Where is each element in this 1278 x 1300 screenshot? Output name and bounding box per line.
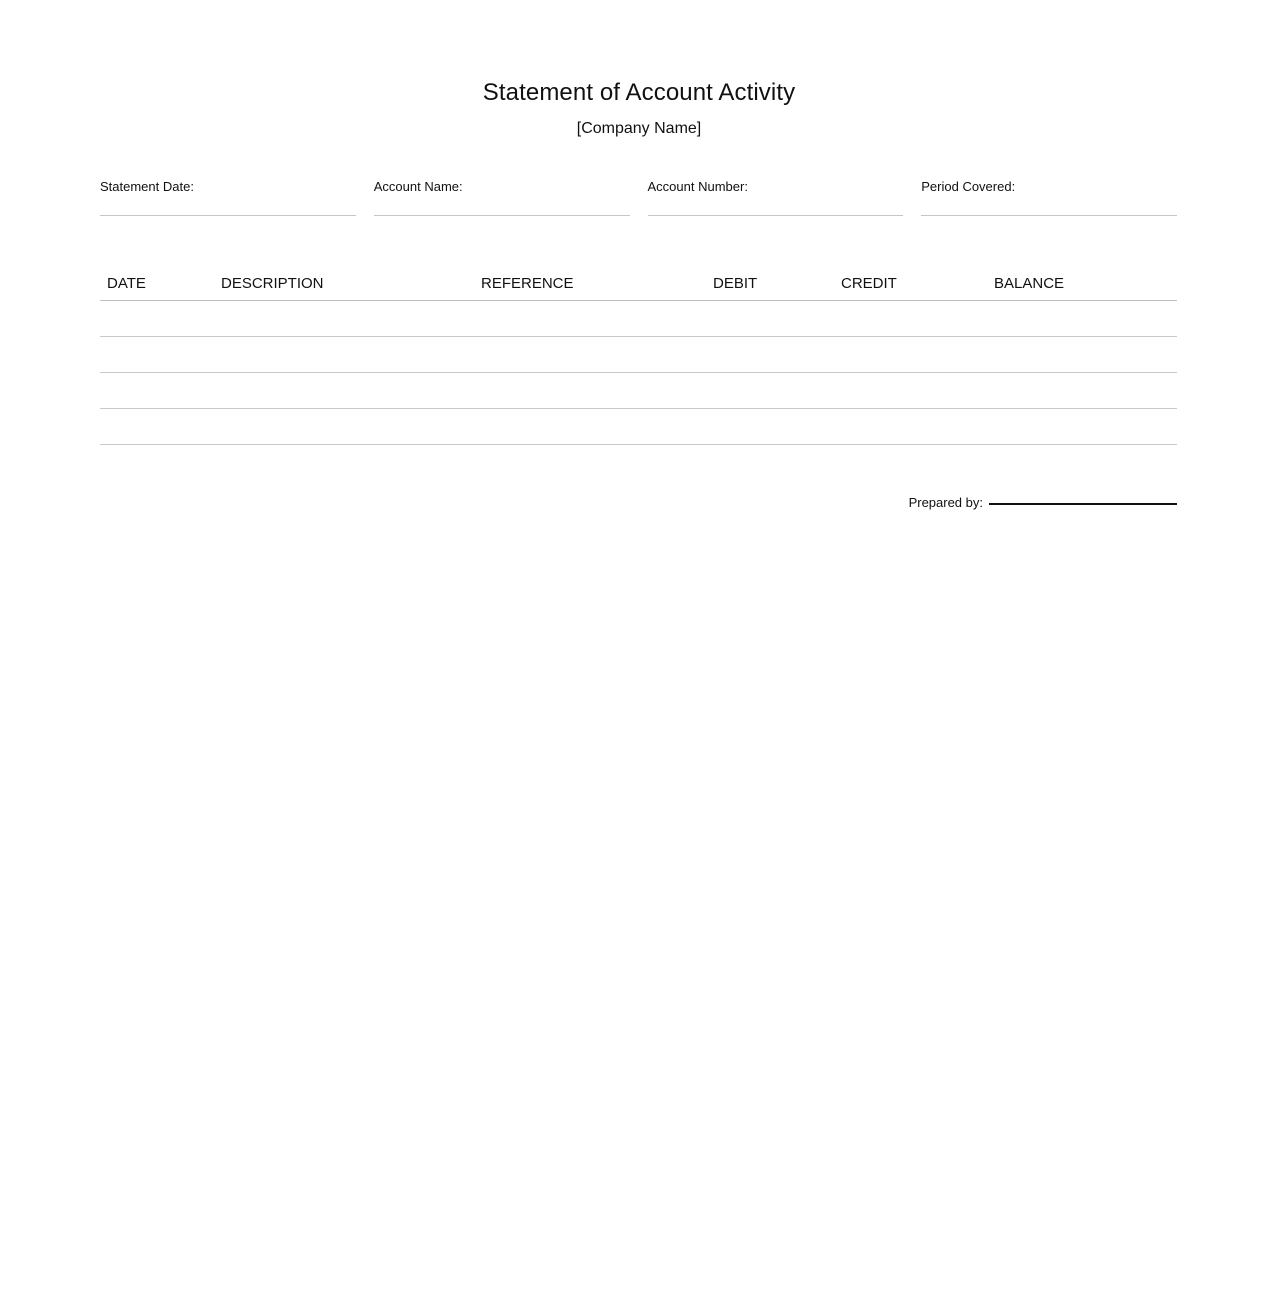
field-account-name — [374, 178, 630, 216]
prepared-by-label: Prepared by: — [908, 495, 983, 510]
cell-debit[interactable] — [713, 373, 841, 408]
cell-credit[interactable] — [841, 337, 994, 372]
table-row[interactable] — [100, 301, 1177, 337]
field-account-name-input-line[interactable] — [374, 215, 630, 216]
field-account-number-label: Account Number: — [647, 179, 748, 194]
document-header — [0, 78, 1278, 140]
cell-debit[interactable] — [713, 301, 841, 336]
cell-reference[interactable] — [481, 301, 713, 336]
table-row[interactable] — [100, 373, 1177, 409]
field-account-number-input-line[interactable] — [648, 215, 904, 216]
table-row[interactable] — [100, 337, 1177, 373]
cell-credit[interactable] — [841, 409, 994, 444]
prepared-by-signature-line[interactable] — [989, 503, 1177, 505]
field-period-covered — [921, 178, 1177, 216]
cell-description[interactable] — [221, 301, 481, 336]
statement-meta-fields — [100, 178, 1177, 216]
table-header-row — [100, 265, 1177, 301]
column-header-balance: BALANCE — [994, 275, 1065, 292]
cell-debit[interactable] — [713, 409, 841, 444]
cell-credit[interactable] — [841, 373, 994, 408]
cell-balance[interactable] — [994, 301, 1177, 336]
cell-description[interactable] — [221, 409, 481, 444]
column-header-debit: DEBIT — [713, 275, 758, 292]
column-header-reference: REFERENCE — [481, 275, 574, 292]
cell-debit[interactable] — [713, 337, 841, 372]
field-statement-date — [100, 178, 356, 216]
field-statement-date-input-line[interactable] — [100, 215, 356, 216]
cell-balance[interactable] — [994, 373, 1177, 408]
cell-reference[interactable] — [481, 409, 713, 444]
prepared-by-block — [909, 494, 1177, 512]
account-activity-table — [100, 265, 1177, 445]
cell-description[interactable] — [221, 337, 481, 372]
field-account-number — [648, 178, 904, 216]
cell-date[interactable] — [100, 373, 221, 408]
column-header-date: DATE — [107, 275, 146, 292]
cell-date[interactable] — [100, 301, 221, 336]
cell-reference[interactable] — [481, 373, 713, 408]
column-header-credit: CREDIT — [841, 275, 897, 292]
field-period-covered-label: Period Covered: — [921, 179, 1016, 194]
cell-credit[interactable] — [841, 301, 994, 336]
company-name-placeholder: [Company Name] — [576, 120, 702, 137]
field-account-name-label: Account Name: — [373, 179, 463, 194]
field-period-covered-input-line[interactable] — [921, 215, 1177, 216]
cell-date[interactable] — [100, 409, 221, 444]
field-statement-date-label: Statement Date: — [100, 179, 194, 194]
cell-date[interactable] — [100, 337, 221, 372]
column-header-description: DESCRIPTION — [221, 275, 324, 292]
cell-balance[interactable] — [994, 409, 1177, 444]
cell-reference[interactable] — [481, 337, 713, 372]
cell-description[interactable] — [221, 373, 481, 408]
cell-balance[interactable] — [994, 337, 1177, 372]
table-row[interactable] — [100, 409, 1177, 445]
page-title: Statement of Account Activity — [482, 79, 796, 106]
